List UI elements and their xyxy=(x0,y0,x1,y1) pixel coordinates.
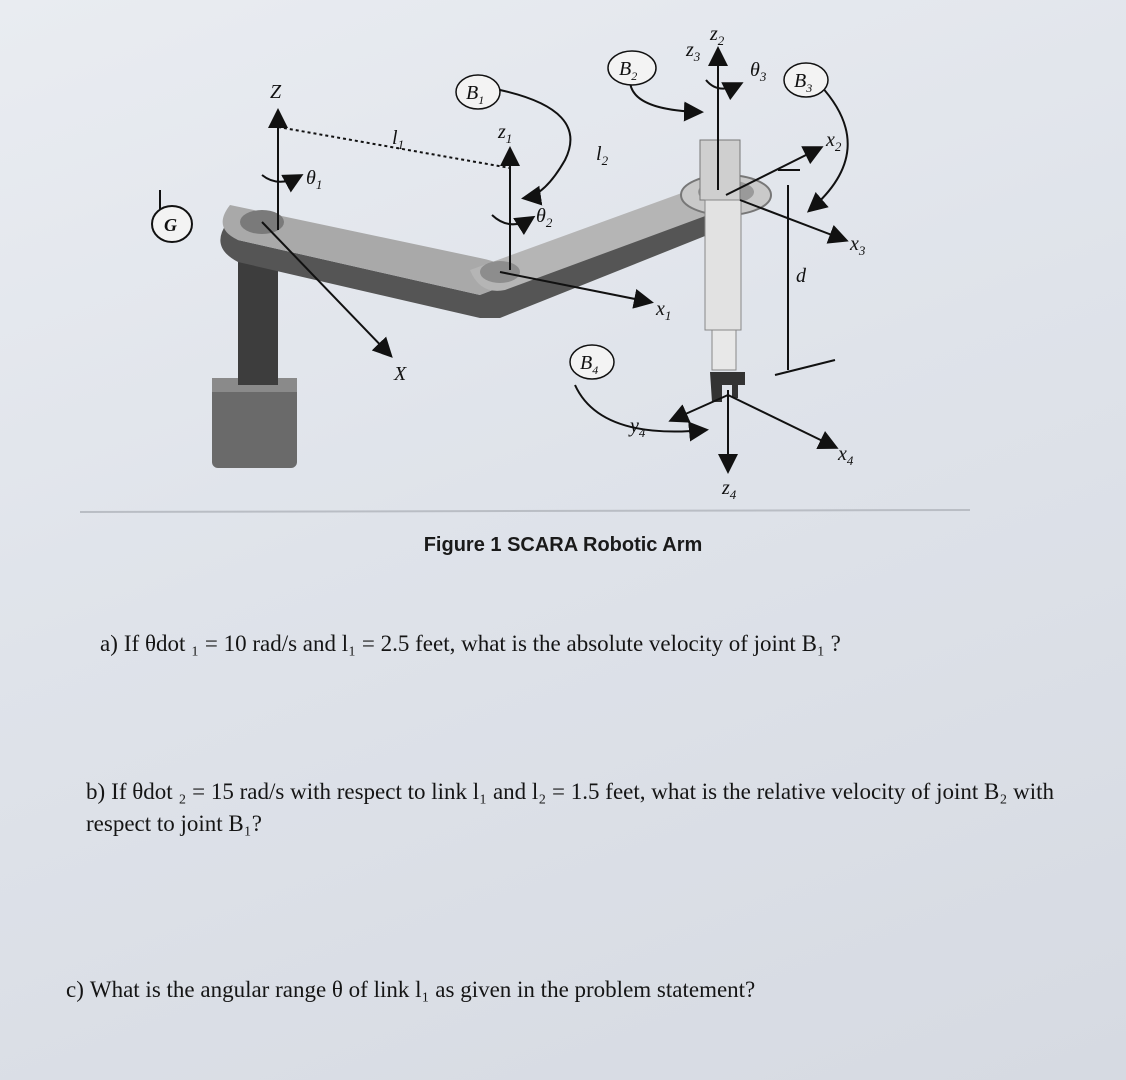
label-x3: $x_3$ xyxy=(850,233,866,258)
label-b2: $B_2$ xyxy=(619,58,638,83)
question-a-letter: a) xyxy=(100,631,118,656)
label-z-axis: Z xyxy=(270,81,282,103)
label-x2: $x_2$ xyxy=(826,129,842,154)
label-l1: $l_1$ xyxy=(392,127,405,152)
question-c-text: What is the angular range θ of link l₁ as given in the problem statement? xyxy=(89,977,756,1002)
label-l2: $l_2$ xyxy=(596,143,609,168)
question-b xyxy=(86,776,1116,840)
label-theta3: $\theta_3$ xyxy=(750,59,767,84)
label-theta2: $\theta_2$ xyxy=(536,205,553,230)
scara-robot-figure xyxy=(0,0,1126,520)
prismatic-shaft xyxy=(700,140,745,402)
label-z4: $z_4$ xyxy=(722,477,737,502)
label-x4: $x_4$ xyxy=(838,443,854,468)
label-b1: $B_1$ xyxy=(466,82,485,107)
label-d: d xyxy=(796,265,806,287)
question-a xyxy=(100,628,841,660)
label-y4: $y_4$ xyxy=(630,415,646,440)
base-column xyxy=(212,255,297,468)
label-x1: $x_1$ xyxy=(656,298,672,323)
divider-line xyxy=(80,510,970,512)
label-ground: G xyxy=(164,215,177,235)
question-a-text: If θdot ₁ = 10 rad/s and l₁ = 2.5 feet, what is the absolute velocity of joint B₁ ? xyxy=(123,631,841,656)
label-z3: $z_3$ xyxy=(686,39,701,64)
label-theta1: $\theta_1$ xyxy=(306,167,323,192)
label-z1: $z_1$ xyxy=(498,121,513,146)
label-b3: $B_3$ xyxy=(794,70,813,95)
figure-caption: Figure 1 SCARA Robotic Arm xyxy=(423,534,703,556)
label-b4: $B_4$ xyxy=(580,352,599,377)
label-x-axis: X xyxy=(394,363,407,385)
question-b-text: If θdot ₂ = 15 rad/s with respect to link l₁ and l₂ = 1.5 feet, what is the relative velocity of joint B₂ with respect to joint B₁? xyxy=(86,779,1055,836)
question-c xyxy=(66,974,755,1006)
question-c-letter: c) xyxy=(66,977,84,1002)
label-z2: $z_2$ xyxy=(710,23,725,48)
question-b-letter: b) xyxy=(86,779,106,804)
